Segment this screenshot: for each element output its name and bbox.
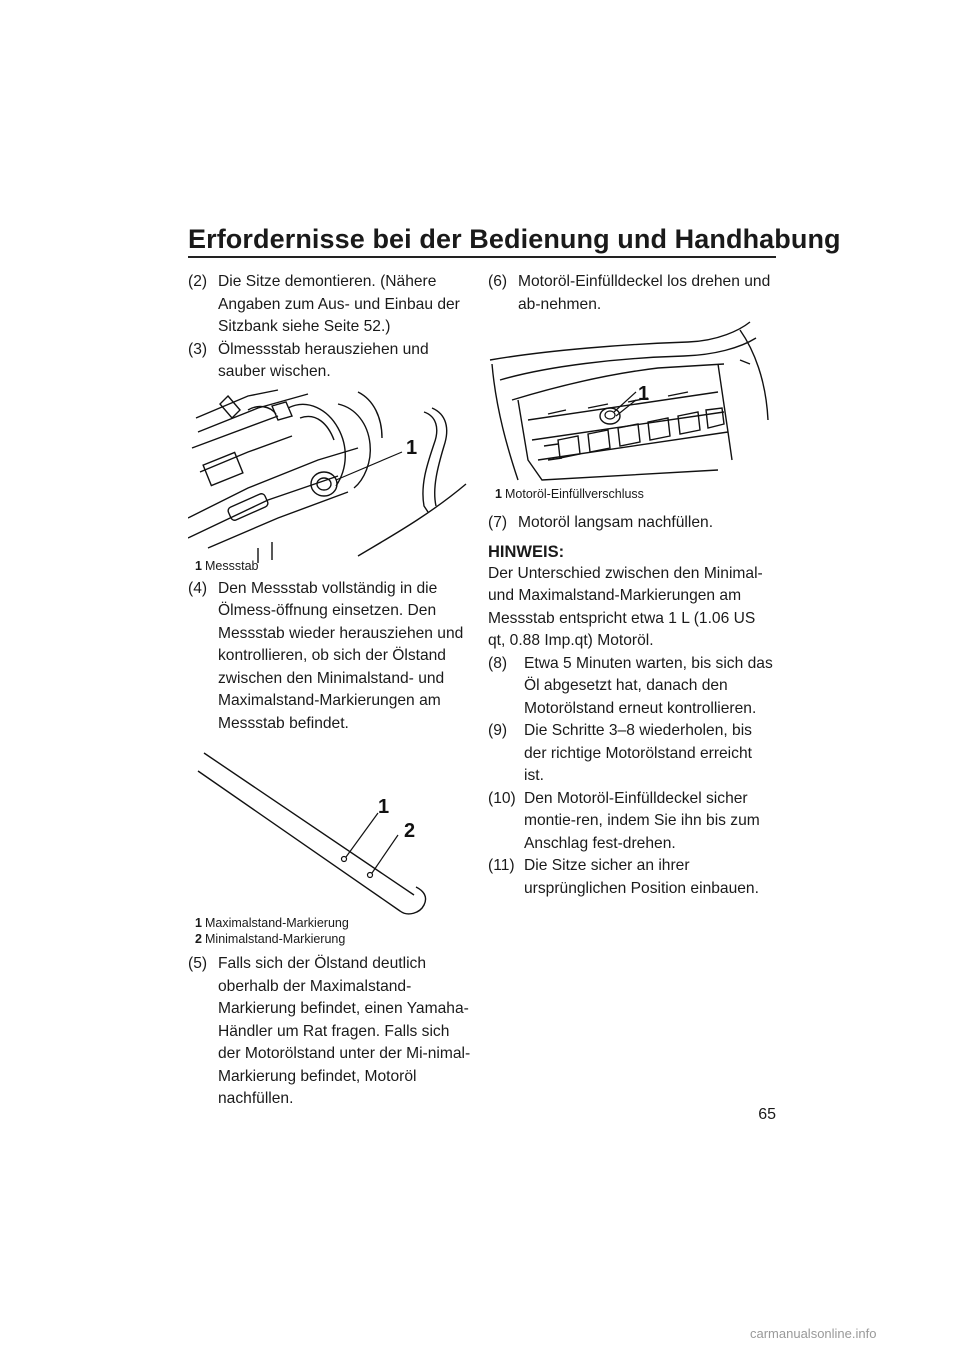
step-number: (8) <box>488 654 508 672</box>
callout-1: 1 <box>638 383 650 405</box>
caption-text: Maximalstand-Markierung <box>205 916 349 930</box>
step-text: Die Sitze demontieren. (Nähere Angaben zum Aus- und Einbau der Sitzbank siehe Seite 52.) <box>218 273 460 335</box>
figure-caption <box>188 915 476 931</box>
callout-2: 2 <box>404 820 416 842</box>
step-11 <box>488 855 776 900</box>
step-text: Die Sitze sicher an ihrer ursprünglichen Position einbauen. <box>524 857 759 897</box>
step-7 <box>488 512 776 535</box>
watermark: carmanualsonline.info <box>750 1326 877 1341</box>
step-2 <box>188 271 476 339</box>
page-title: Erfordernisse bei der Bedienung und Handhabung <box>188 224 841 254</box>
step-number: (3) <box>188 340 208 358</box>
figure-caption <box>488 486 776 502</box>
step-text: Falls sich der Ölstand deutlich oberhalb der Maximalstand-Markierung befindet, einen Yamaha-Händler um Rat fragen. Falls sich der Motorölstand unter der Mi-nimal-Markierung befindet, Motoröl nachfüllen. <box>218 955 471 1107</box>
step-text: Den Messstab vollständig in die Ölmess-öffnung einsetzen. Den Messstab wieder herausziehen und kontrollieren, ob sich der Ölstand zwischen den Minimalstand- und Maximalstand-Markierungen am Messstab befindet. <box>218 579 464 732</box>
caption-text: Motoröl-Einfüllverschluss <box>505 487 644 501</box>
header-rule <box>188 256 776 258</box>
step-number: (9) <box>488 722 508 739</box>
step-9 <box>488 720 776 788</box>
dipstick-marks-illustration <box>188 741 476 921</box>
caption-number: 1 <box>195 558 202 573</box>
figure-caption <box>188 931 476 947</box>
callout-1: 1 <box>378 796 390 818</box>
step-6 <box>488 271 776 316</box>
step-number: (10) <box>488 789 516 807</box>
callout-1: 1 <box>406 436 418 459</box>
step-3 <box>188 339 476 384</box>
figure-caption <box>188 558 476 574</box>
step-5 <box>188 953 476 1111</box>
step-10 <box>488 788 776 856</box>
caption-number: 1 <box>195 916 202 930</box>
step-8 <box>488 653 776 721</box>
right-column <box>488 271 776 900</box>
step-text: Den Motoröl-Einfülldeckel sicher montie-ren, indem Sie ihn bis zum Anschlag fest-drehen. <box>524 789 760 852</box>
step-text: Die Schritte 3–8 wiederholen, bis der richtige Motorölstand erreicht ist. <box>524 722 752 784</box>
step-text: Motoröl langsam nachfüllen. <box>518 514 714 531</box>
step-text: Ölmessstab herausziehen und sauber wischen. <box>218 340 429 380</box>
step-number: (7) <box>488 514 508 531</box>
caption-number: 1 <box>495 487 502 501</box>
step-number: (11) <box>488 857 515 874</box>
oil-filler-cap-illustration <box>488 320 776 492</box>
note-body: Der Unterschied zwischen den Minimal- und Maximalstand-Markierungen am Messstab entspricht etwa 1 L (1.06 US qt, 0.88 Imp.qt) Motoröl. <box>488 564 763 649</box>
left-column <box>188 271 476 1111</box>
step-number: (5) <box>188 955 208 972</box>
step-number: (6) <box>488 273 508 290</box>
step-text: Etwa 5 Minuten warten, bis sich das Öl abgesetzt hat, danach den Motorölstand erneut kontrollieren. <box>524 654 773 717</box>
note-heading: HINWEIS: <box>488 542 565 561</box>
caption-text: Messstab <box>205 558 259 573</box>
step-number: (2) <box>188 273 208 290</box>
step-number: (4) <box>188 579 208 597</box>
page-number: 65 <box>758 1106 776 1123</box>
step-4 <box>188 578 476 736</box>
caption-text: Minimalstand-Markierung <box>205 932 346 946</box>
step-text: Motoröl-Einfülldeckel los drehen und ab-nehmen. <box>518 273 771 313</box>
dipstick-location-illustration <box>188 388 476 568</box>
caption-number: 2 <box>195 932 202 946</box>
